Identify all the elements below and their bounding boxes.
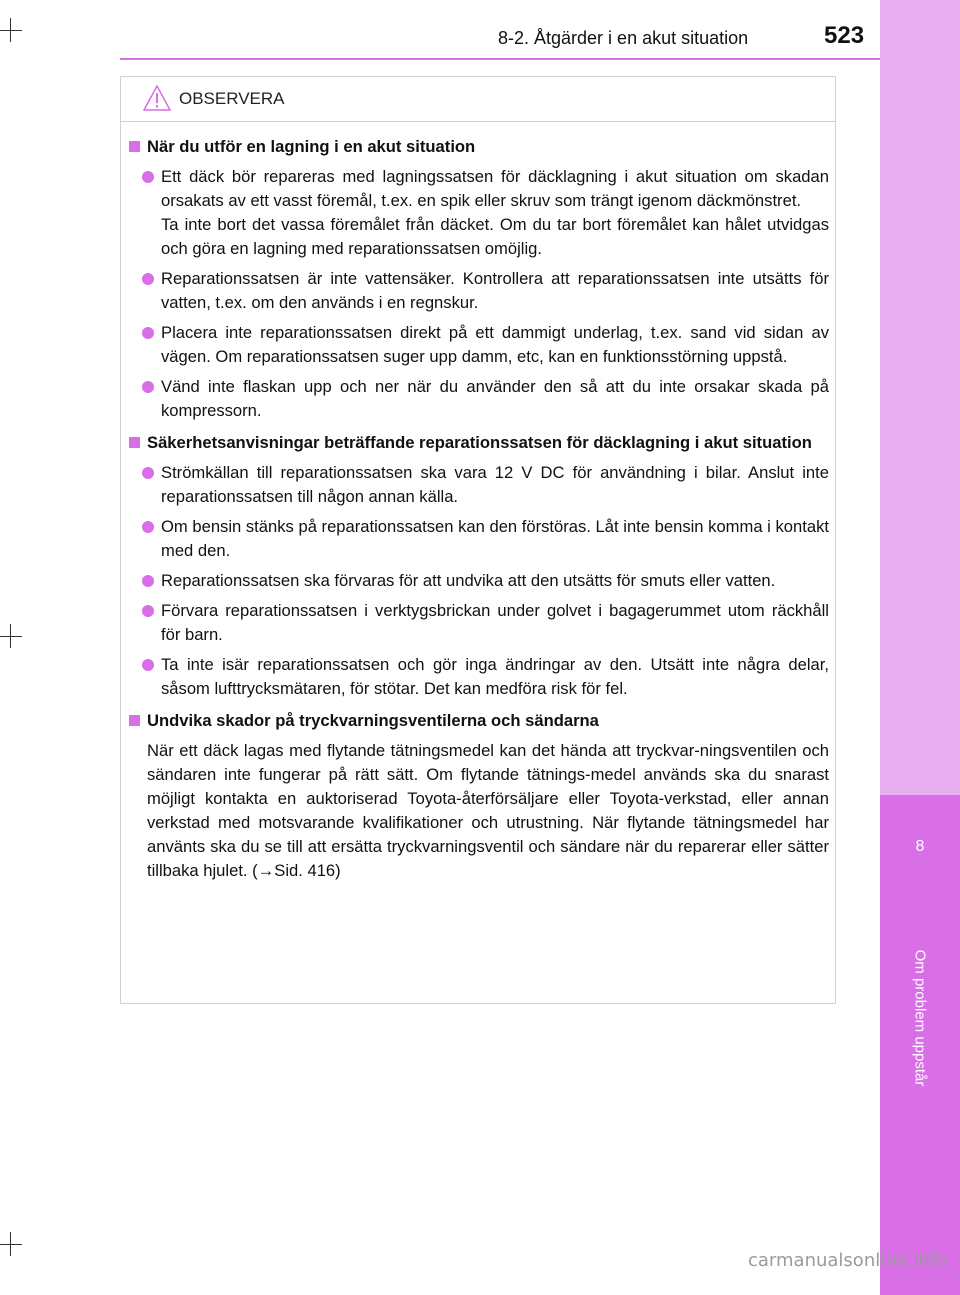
crop-mark	[10, 18, 11, 42]
caution-label: OBSERVERA	[179, 89, 285, 108]
watermark: carmanualsonline.info	[748, 1250, 948, 1271]
section-heading: Undvika skador på tryckvarningsventilerna och sändarna	[129, 709, 829, 733]
caution-header	[121, 77, 835, 122]
caution-box	[120, 76, 836, 1004]
round-bullet-icon	[142, 171, 154, 183]
list-item: Reparationssatsen ska förvaras för att undvika att den utsätts för smuts eller vatten.	[129, 569, 829, 593]
section-heading: När du utför en lagning i en akut situation	[129, 135, 829, 159]
warning-triangle-icon	[143, 85, 171, 111]
list-item: Reparationssatsen är inte vattensäker. Kontrollera att reparationssatsen inte utsätts för vatten, t.ex. om den används i en regnskur.	[129, 267, 829, 315]
list-item: Vänd inte flaskan upp och ner när du använder den så att du inte orsakar skada på kompressorn.	[129, 375, 829, 423]
list-item: Ett däck bör repareras med lagningssatsen för däcklagning i akut situation om skadan orsakats av ett vasst föremål, t.ex. en spik eller skruv som trängt igenom däckmönstret. Ta inte bort det vassa föremålet från däcket. Om du tar bort föremålet kan hålet utvidgas och göra en lagning med reparationssatsen omöjlig.	[129, 165, 829, 261]
round-bullet-icon	[142, 575, 154, 587]
chapter-title: Om problem uppstår	[911, 949, 929, 1087]
caution-content	[129, 135, 829, 891]
section	[129, 709, 829, 883]
list-item: Om bensin stänks på reparationssatsen kan den förstöras. Låt inte bensin komma i kontakt med den.	[129, 515, 829, 563]
list-item: Förvara reparationssatsen i verktygsbrickan under golvet i bagagerummet utom räckhåll för barn.	[129, 599, 829, 647]
square-bullet-icon	[129, 715, 140, 726]
list-item: Placera inte reparationssatsen direkt på ett dammigt underlag, t.ex. sand vid sidan av vägen. Om reparationssatsen suger upp damm, etc, kan en funktionsstörning uppstå.	[129, 321, 829, 369]
header-rule	[120, 58, 880, 60]
square-bullet-icon	[129, 437, 140, 448]
section-heading: Säkerhetsanvisningar beträffande reparationssatsen för däcklagning i akut situation	[129, 431, 829, 455]
round-bullet-icon	[142, 467, 154, 479]
crop-mark	[0, 1244, 22, 1245]
page-number: 523	[824, 22, 865, 49]
crop-mark	[0, 636, 22, 637]
round-bullet-icon	[142, 605, 154, 617]
crop-mark	[0, 30, 22, 31]
list-item: Strömkällan till reparationssatsen ska vara 12 V DC för användning i bilar. Anslut inte reparationssatsen till någon annan källa.	[129, 461, 829, 509]
section-title: 8-2. Åtgärder i en akut situation	[498, 28, 749, 48]
crop-mark	[10, 624, 11, 648]
section	[129, 135, 829, 423]
round-bullet-icon	[142, 521, 154, 533]
crop-mark	[10, 1232, 11, 1256]
section-paragraph: När ett däck lagas med flytande tätningsmedel kan det hända att tryckvar-ningsventilen och sändaren inte fungerar på rätt sätt. Om flytande tätnings-medel används ska du snarast möjligt kontakta en auktoriserad Toyota-återförsäljare eller Toyota-verkstad, eller annan verkstad med motsvarande kvalifikationer och utrustning. När flytande tätningsmedel har använts ska du se till att ersätta tryckvarningsventil och sändare när du reparerar eller sätter tillbaka hjulet. (→Sid. 416)	[147, 741, 829, 880]
section	[129, 431, 829, 701]
square-bullet-icon	[129, 141, 140, 152]
chapter-number: 8	[915, 838, 925, 855]
round-bullet-icon	[142, 327, 154, 339]
round-bullet-icon	[142, 659, 154, 671]
chapter-side-tab	[880, 0, 960, 1275]
list-item: Ta inte isär reparationssatsen och gör inga ändringar av den. Utsätt inte några delar, såsom lufttrycksmätaren, för stötar. Det kan medföra risk för fel.	[129, 653, 829, 701]
round-bullet-icon	[142, 381, 154, 393]
round-bullet-icon	[142, 273, 154, 285]
